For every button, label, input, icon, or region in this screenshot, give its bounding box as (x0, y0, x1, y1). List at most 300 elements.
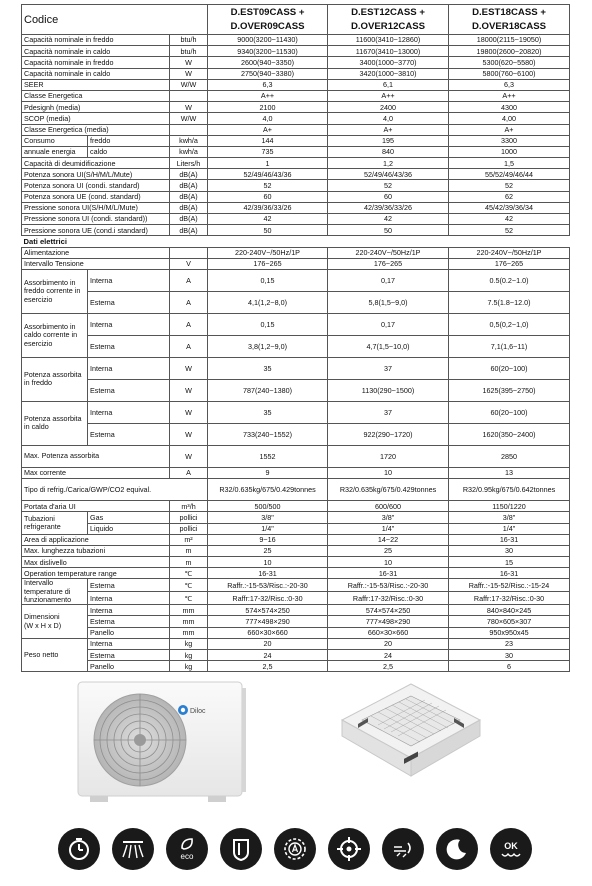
value-cell: 787(240~1380) (208, 379, 328, 401)
table-row (22, 650, 570, 661)
value-cell: 42 (208, 214, 328, 225)
value-cell: 1,5 (449, 158, 570, 169)
unit-cell: m³/h (170, 501, 208, 512)
value-cell: 5300(620~5580) (449, 57, 570, 68)
value-cell: 4,7(1,5~10,0) (328, 335, 449, 357)
value-cell: 50 (208, 225, 328, 236)
value-cell: 1/4" (449, 523, 570, 534)
night-mode-icon (436, 828, 478, 870)
value-cell: 777×498×290 (328, 616, 449, 627)
value-cell: 1620(350~2400) (449, 423, 570, 445)
value-cell: 18000(2115~19050) (449, 35, 570, 46)
unit-cell: dB(A) (170, 169, 208, 180)
auto-mode-icon (274, 828, 316, 870)
unit-cell: ℃ (170, 568, 208, 579)
cassette-unit-image (338, 680, 484, 800)
value-cell: 35 (208, 401, 328, 423)
svg-text:eco: eco (180, 852, 194, 861)
sub-label: Esterna (88, 616, 170, 627)
value-cell: Raffr.:-15-53/Risc.:-20-30 (328, 579, 449, 592)
table-row (22, 512, 570, 523)
unit-cell (170, 247, 208, 258)
value-cell: 220-240V~/50Hz/1P (208, 247, 328, 258)
table-row (22, 627, 570, 638)
table-row (22, 169, 570, 180)
value-cell: 600/600 (328, 501, 449, 512)
model-line-2: D.OVER18CASS (471, 20, 547, 32)
value-cell: Raffr.:-15-53/Risc.:-20-30 (208, 579, 328, 592)
value-cell: 1000 (449, 146, 570, 157)
value-cell: 16-31 (449, 568, 570, 579)
value-cell: 52 (208, 180, 328, 191)
value-cell: 3/8" (208, 512, 328, 523)
value-cell: 3/8" (449, 512, 570, 523)
row-label: Capacità nominale in caldo (22, 46, 170, 57)
table-row (22, 158, 570, 169)
sub-label: Esterna (88, 650, 170, 661)
table-row (22, 423, 570, 445)
table-row (22, 568, 570, 579)
value-cell: 9340(3200~11530) (208, 46, 328, 57)
value-cell: 660×30×660 (328, 627, 449, 638)
value-cell: 25 (328, 545, 449, 556)
unit-cell (170, 124, 208, 135)
unit-cell: W/W (170, 113, 208, 124)
sub-label: Interna (88, 313, 170, 335)
value-cell: 2600(940~3350) (208, 57, 328, 68)
unit-cell: kg (170, 661, 208, 672)
value-cell: 30 (449, 650, 570, 661)
value-cell: 1625(395~2750) (449, 379, 570, 401)
sub-label: Gas (88, 512, 170, 523)
value-cell: 9~16 (208, 534, 328, 545)
unit-cell: dB(A) (170, 225, 208, 236)
table-row (22, 357, 570, 379)
value-cell: 52 (449, 180, 570, 191)
value-cell: Raffr:17-32/Risc.:0-30 (328, 592, 449, 605)
sub-label: Esterna (88, 579, 170, 592)
row-label: Potenza sonora UE (cond. standard) (22, 191, 170, 202)
value-cell: 37 (328, 401, 449, 423)
value-cell: 30 (449, 545, 570, 556)
value-cell: 60 (208, 191, 328, 202)
value-cell: 6,3 (449, 79, 570, 90)
dry-mode-icon (382, 828, 424, 870)
sub-label: Interna (88, 592, 170, 605)
value-cell: 25 (208, 545, 328, 556)
value-cell: R32/0.635kg/675/0.429tonnes (208, 479, 328, 501)
unit-cell: btu/h (170, 46, 208, 57)
value-cell: 52/49/46/43/36 (208, 169, 328, 180)
row-label: Alimentazione (22, 247, 170, 258)
table-row (22, 202, 570, 213)
value-cell: 15 (449, 557, 570, 568)
value-cell: Raffr:17-32/Risc.:0-30 (208, 592, 328, 605)
unit-cell: kwh/a (170, 146, 208, 157)
table-row (22, 146, 570, 157)
model-line-1: D.EST09CASS + (230, 6, 305, 18)
value-cell: A+ (449, 124, 570, 135)
value-cell: 735 (208, 146, 328, 157)
value-cell: 2400 (328, 102, 449, 113)
value-cell: 55/52/49/46/44 (449, 169, 570, 180)
value-cell: 840×840×245 (449, 605, 570, 616)
group-label: Potenza assorbita in freddo (22, 357, 88, 401)
value-cell: 777×498×290 (208, 616, 328, 627)
value-cell: A++ (449, 90, 570, 101)
row-label: Pdesignh (media) (22, 102, 170, 113)
value-cell: 1,2 (328, 158, 449, 169)
value-cell: 176~265 (449, 258, 570, 269)
value-cell: 2,5 (208, 661, 328, 672)
air-flow-icon (112, 828, 154, 870)
unit-cell: dB(A) (170, 180, 208, 191)
model-line-1: D.EST18CASS + (472, 6, 546, 18)
value-cell: 6,3 (208, 79, 328, 90)
value-cell: 176~265 (208, 258, 328, 269)
unit-cell: A (170, 269, 208, 291)
unit-cell: m (170, 557, 208, 568)
sub-label: freddo (88, 135, 170, 146)
brand-logo (178, 703, 210, 715)
value-cell: 220-240V~/50Hz/1P (328, 247, 449, 258)
table-row (22, 113, 570, 124)
value-cell: 6 (449, 661, 570, 672)
specifications-table (21, 4, 570, 672)
row-label: Max. lunghezza tubazioni (22, 545, 170, 556)
group-label: Tubazioni refrigerante (22, 512, 88, 534)
unit-cell: m (170, 545, 208, 556)
value-cell: 574×574×250 (328, 605, 449, 616)
table-row (22, 68, 570, 79)
value-cell: 60(20~100) (449, 401, 570, 423)
outdoor-unit-image (76, 680, 248, 804)
value-cell: 144 (208, 135, 328, 146)
unit-cell: pollici (170, 512, 208, 523)
unit-cell: kwh/a (170, 135, 208, 146)
value-cell: 14~22 (328, 534, 449, 545)
table-row (22, 225, 570, 236)
value-cell: 0,15 (208, 313, 328, 335)
sub-label: Interna (88, 605, 170, 616)
unit-cell: W (170, 357, 208, 379)
table-row (22, 90, 570, 101)
unit-cell: Liters/h (170, 158, 208, 169)
value-cell: 4300 (449, 102, 570, 113)
row-label: Pressione sonora UI(S/H/M/L/Mute) (22, 202, 170, 213)
section-title: Dati elettrici (22, 236, 570, 247)
sub-label: Esterna (88, 423, 170, 445)
value-cell: 195 (328, 135, 449, 146)
value-cell: 660×30×660 (208, 627, 328, 638)
table-row (22, 557, 570, 568)
table-row (22, 592, 570, 605)
sub-label: Interna (88, 638, 170, 649)
row-label: Pressione sonora UE (cond.i standard) (22, 225, 170, 236)
table-row (22, 467, 570, 478)
value-cell: Raffr:17-32/Risc.:0-30 (449, 592, 570, 605)
unit-cell: m² (170, 534, 208, 545)
sub-label: caldo (88, 146, 170, 157)
model-header (208, 5, 328, 35)
value-cell: 733(240~1552) (208, 423, 328, 445)
row-label: Classe Energetica (media) (22, 124, 170, 135)
model-header (449, 5, 570, 35)
value-cell: 20 (208, 638, 328, 649)
value-cell: Raffr.:-15-52/Risc.:-15-24 (449, 579, 570, 592)
value-cell: 922(290~1720) (328, 423, 449, 445)
table-row (22, 313, 570, 335)
unit-cell: ℃ (170, 579, 208, 592)
codice-header: Codice (22, 5, 208, 35)
group-label (22, 605, 88, 639)
value-cell: 42 (328, 214, 449, 225)
row-label: annuale energia (22, 146, 88, 157)
value-cell: 840 (328, 146, 449, 157)
model-line-1: D.EST12CASS + (351, 6, 425, 18)
unit-cell: mm (170, 627, 208, 638)
table-row (22, 335, 570, 357)
table-row (22, 445, 570, 467)
group-label: Peso netto (22, 638, 88, 672)
sub-label: Interna (88, 357, 170, 379)
value-cell: 52 (328, 180, 449, 191)
table-row (22, 269, 570, 291)
value-cell: 10 (328, 467, 449, 478)
row-label: Intervallo Tensione (22, 258, 170, 269)
table-row (22, 616, 570, 627)
filter-icon (220, 828, 262, 870)
value-cell: 220-240V~/50Hz/1P (449, 247, 570, 258)
table-row (22, 57, 570, 68)
value-cell: 4,0 (328, 113, 449, 124)
table-row (22, 191, 570, 202)
unit-cell: A (170, 335, 208, 357)
unit-cell: W (170, 68, 208, 79)
model-line-2: D.OVER09CASS (230, 20, 305, 32)
value-cell: 3300 (449, 135, 570, 146)
value-cell: R32/0.635kg/675/0.429tonnes (328, 479, 449, 501)
table-row (22, 46, 570, 57)
dim-sublabel: (W x H x D) (24, 620, 62, 630)
table-row (22, 291, 570, 313)
unit-cell: dB(A) (170, 202, 208, 213)
value-cell: 1/4" (328, 523, 449, 534)
sub-label: Panello (88, 627, 170, 638)
row-label: Area di applicazione (22, 534, 170, 545)
unit-cell: mm (170, 616, 208, 627)
unit-cell: W (170, 401, 208, 423)
unit-cell: W (170, 379, 208, 401)
table-row (22, 379, 570, 401)
value-cell: 2750(940~3380) (208, 68, 328, 79)
row-label: Max. Potenza assorbita (22, 445, 170, 467)
value-cell: 45/42/39/36/34 (449, 202, 570, 213)
sub-label: Esterna (88, 291, 170, 313)
row-label: Potenza sonora UI(S/H/M/L/Mute) (22, 169, 170, 180)
unit-cell: A (170, 467, 208, 478)
value-cell: 6,1 (328, 79, 449, 90)
table-row (22, 135, 570, 146)
value-cell: 9 (208, 467, 328, 478)
table-row (22, 258, 570, 269)
dim-label: Dimensioni (24, 612, 60, 622)
value-cell: 42/39/36/33/26 (208, 202, 328, 213)
value-cell: A++ (208, 90, 328, 101)
value-cell: 10 (208, 557, 328, 568)
value-cell: 2850 (449, 445, 570, 467)
svg-text:OK: OK (504, 841, 518, 851)
table-row (22, 479, 570, 501)
value-cell: 950x950x45 (449, 627, 570, 638)
value-cell: 7,1(1,6~11) (449, 335, 570, 357)
value-cell: 42 (449, 214, 570, 225)
table-row (22, 545, 570, 556)
table-row (22, 638, 570, 649)
row-label: Portata d'aria UI (22, 501, 170, 512)
model-header (328, 5, 449, 35)
value-cell: 4,00 (449, 113, 570, 124)
value-cell: 50 (328, 225, 449, 236)
value-cell: 500/500 (208, 501, 328, 512)
table-row (22, 236, 570, 247)
unit-cell: btu/h (170, 35, 208, 46)
row-label: Classe Energetica (22, 90, 170, 101)
value-cell: A+ (328, 124, 449, 135)
value-cell: 2,5 (328, 661, 449, 672)
row-label: Capacità nominale in caldo (22, 68, 170, 79)
table-row (22, 401, 570, 423)
unit-cell: kg (170, 650, 208, 661)
ok-icon (490, 828, 532, 870)
value-cell: 1552 (208, 445, 328, 467)
row-label: Capacità di deumidificazione (22, 158, 170, 169)
group-label: Potenza assorbita in caldo (22, 401, 88, 445)
unit-cell: W (170, 445, 208, 467)
value-cell: 35 (208, 357, 328, 379)
sub-label: Interna (88, 269, 170, 291)
unit-cell: dB(A) (170, 191, 208, 202)
value-cell: 52/49/46/43/36 (328, 169, 449, 180)
table-row (22, 605, 570, 616)
group-label: Assorbimento in freddo corrente in esercizio (22, 269, 88, 313)
value-cell: 16-31 (328, 568, 449, 579)
unit-cell: W (170, 423, 208, 445)
table-row (22, 534, 570, 545)
unit-cell: W/W (170, 79, 208, 90)
value-cell: 2100 (208, 102, 328, 113)
unit-cell: ℃ (170, 592, 208, 605)
sub-label: Interna (88, 401, 170, 423)
value-cell: 4,0 (208, 113, 328, 124)
row-label: Potenza sonora UI (condi. standard) (22, 180, 170, 191)
value-cell: 1130(290~1500) (328, 379, 449, 401)
value-cell: A++ (328, 90, 449, 101)
table-row (22, 247, 570, 258)
table-row (22, 661, 570, 672)
value-cell: 10 (328, 557, 449, 568)
value-cell: 16-31 (449, 534, 570, 545)
group-label: Assorbimento in caldo corrente in esercizio (22, 313, 88, 357)
row-label: Consumo (22, 135, 88, 146)
value-cell: 24 (328, 650, 449, 661)
value-cell: 5800(760~6100) (449, 68, 570, 79)
unit-cell: A (170, 291, 208, 313)
value-cell: 24 (208, 650, 328, 661)
row-label: SEER (22, 79, 170, 90)
value-cell: 5,8(1,5~9,0) (328, 291, 449, 313)
unit-cell: dB(A) (170, 214, 208, 225)
sub-label: Liquido (88, 523, 170, 534)
eco-leaf-icon (166, 828, 208, 870)
row-label: Capacità nominale in freddo (22, 57, 170, 68)
value-cell: 1150/1220 (449, 501, 570, 512)
value-cell: 3420(1000~3810) (328, 68, 449, 79)
table-row (22, 523, 570, 534)
table-row (22, 5, 570, 35)
table-row (22, 79, 570, 90)
value-cell: 19800(2600~20820) (449, 46, 570, 57)
value-cell: 37 (328, 357, 449, 379)
value-cell: 3/8" (328, 512, 449, 523)
row-label: Max corrente (22, 467, 170, 478)
value-cell: 0,5(0,2~1,0) (449, 313, 570, 335)
value-cell: 11670(3410~13000) (328, 46, 449, 57)
table-row (22, 180, 570, 191)
table-row (22, 124, 570, 135)
value-cell: 11600(3410~12860) (328, 35, 449, 46)
unit-cell: A (170, 313, 208, 335)
timer-icon (58, 828, 100, 870)
value-cell: 20 (328, 638, 449, 649)
value-cell: 574×574×250 (208, 605, 328, 616)
value-cell: 42/39/36/33/26 (328, 202, 449, 213)
value-cell: 780×605×307 (449, 616, 570, 627)
value-cell: 52 (449, 225, 570, 236)
value-cell: 1720 (328, 445, 449, 467)
value-cell: 7.5(1.8~12.0) (449, 291, 570, 313)
value-cell: 1/4" (208, 523, 328, 534)
value-cell: 13 (449, 467, 570, 478)
value-cell: 60(20~100) (449, 357, 570, 379)
table-row (22, 501, 570, 512)
table-row (22, 214, 570, 225)
svg-text:Diloc: Diloc (190, 708, 206, 715)
table-row (22, 35, 570, 46)
value-cell: R32/0.95kg/675/0.642tonnes (449, 479, 570, 501)
value-cell: 23 (449, 638, 570, 649)
row-label: Capacità nominale in freddo (22, 35, 170, 46)
table-row (22, 579, 570, 592)
target-icon (328, 828, 370, 870)
unit-cell: kg (170, 638, 208, 649)
group-label: Intervallo temperature di funzionamento (22, 579, 88, 605)
row-label: Tipo di refrig./Carica/GWP/CO2 equival. (22, 479, 208, 501)
unit-cell: mm (170, 605, 208, 616)
value-cell: 176~265 (328, 258, 449, 269)
value-cell: 4,1(1,2~8,0) (208, 291, 328, 313)
value-cell: 3400(1000~3770) (328, 57, 449, 68)
unit-cell (170, 90, 208, 101)
unit-cell: V (170, 258, 208, 269)
value-cell: 1 (208, 158, 328, 169)
value-cell: 62 (449, 191, 570, 202)
unit-cell: pollici (170, 523, 208, 534)
sub-label: Esterna (88, 335, 170, 357)
feature-icons-row (58, 828, 532, 870)
value-cell: 0,17 (328, 313, 449, 335)
model-line-2: D.OVER12CASS (350, 20, 426, 32)
